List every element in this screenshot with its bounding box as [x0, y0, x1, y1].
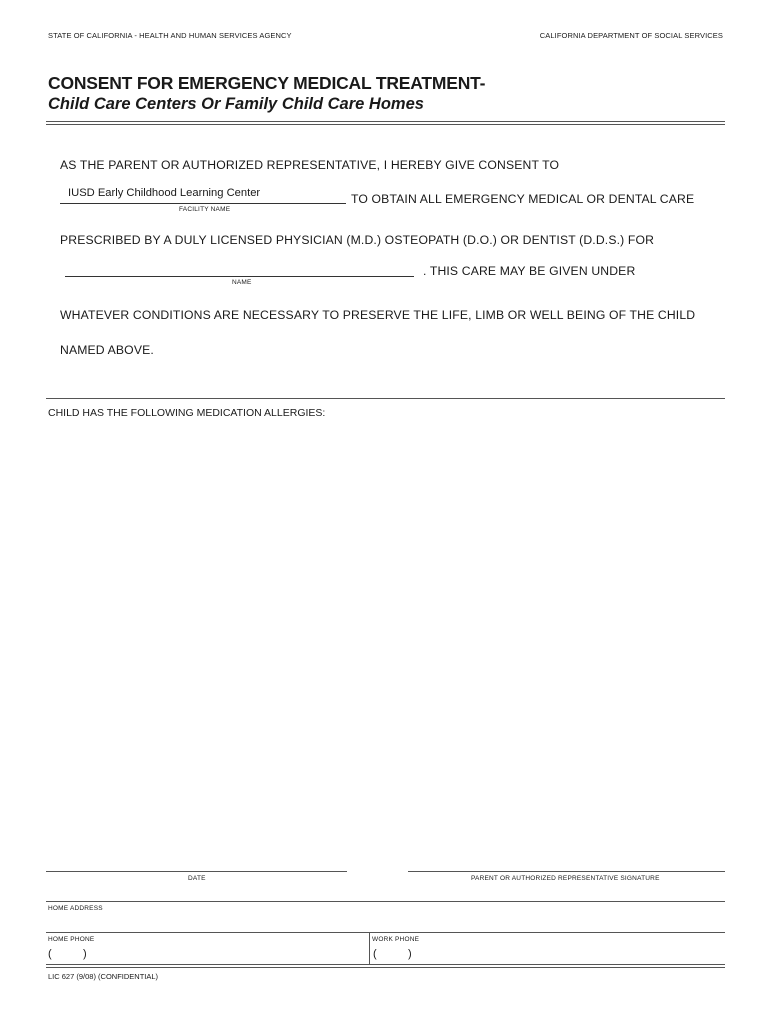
agency-header: STATE OF CALIFORNIA - HEALTH AND HUMAN SERVICES AGENCY — [48, 31, 292, 40]
signature-field[interactable] — [408, 857, 725, 871]
signature-label: PARENT OR AUTHORIZED REPRESENTATIVE SIGNATURE — [471, 875, 660, 882]
form-subtitle: Child Care Centers Or Family Child Care Homes — [48, 95, 424, 113]
home-phone-field[interactable] — [48, 948, 364, 962]
allergies-field[interactable] — [48, 425, 725, 855]
consent-line-4: . THIS CARE MAY BE GIVEN UNDER — [423, 264, 636, 278]
home-phone-close-paren: ) — [83, 948, 87, 960]
form-id: LIC 627 (9/08) (CONFIDENTIAL) — [48, 972, 159, 981]
date-label: DATE — [188, 875, 206, 882]
home-phone-open-paren: ( — [48, 948, 52, 960]
work-phone-field[interactable] — [373, 948, 723, 962]
home-address-label: HOME ADDRESS — [48, 905, 103, 912]
consent-line-3: PRESCRIBED BY A DULY LICENSED PHYSICIAN (M.D.) OSTEOPATH (D.O.) OR DENTIST (D.D.S.) FOR — [60, 233, 655, 247]
work-phone-label: WORK PHONE — [372, 936, 420, 943]
home-address-field[interactable] — [48, 914, 725, 930]
facility-name-label: FACILITY NAME — [179, 206, 231, 213]
allergies-label: CHILD HAS THE FOLLOWING MEDICATION ALLERGIES: — [48, 407, 326, 419]
work-phone-open-paren: ( — [373, 948, 377, 960]
consent-line-2: TO OBTAIN ALL EMERGENCY MEDICAL OR DENTAL CARE — [351, 192, 695, 206]
facility-name-underline — [60, 203, 346, 204]
date-field[interactable] — [46, 857, 347, 871]
phone-divider — [46, 932, 725, 933]
department-header: CALIFORNIA DEPARTMENT OF SOCIAL SERVICES — [539, 31, 723, 40]
consent-line-6: NAMED ABOVE. — [60, 343, 154, 357]
consent-line-5: WHATEVER CONDITIONS ARE NECESSARY TO PRESERVE THE LIFE, LIMB OR WELL BEING OF THE CHILD — [60, 308, 696, 322]
facility-name-field[interactable]: IUSD Early Childhood Learning Center — [68, 187, 261, 199]
footer-divider-bottom — [46, 967, 725, 968]
home-phone-label: HOME PHONE — [48, 936, 95, 943]
home-address-divider — [46, 901, 725, 902]
child-name-underline — [65, 276, 414, 277]
title-divider-bottom — [46, 124, 725, 125]
date-underline — [46, 871, 347, 872]
child-name-label: NAME — [232, 279, 252, 286]
title-divider-top — [46, 121, 725, 122]
consent-line-1: AS THE PARENT OR AUTHORIZED REPRESENTATIVE, I HEREBY GIVE CONSENT TO — [60, 158, 560, 172]
footer-divider-top — [46, 964, 725, 965]
work-phone-close-paren: ) — [408, 948, 412, 960]
phone-column-divider — [369, 932, 370, 964]
signature-underline — [408, 871, 725, 872]
form-title: CONSENT FOR EMERGENCY MEDICAL TREATMENT- — [48, 73, 486, 93]
allergies-divider — [46, 398, 725, 399]
